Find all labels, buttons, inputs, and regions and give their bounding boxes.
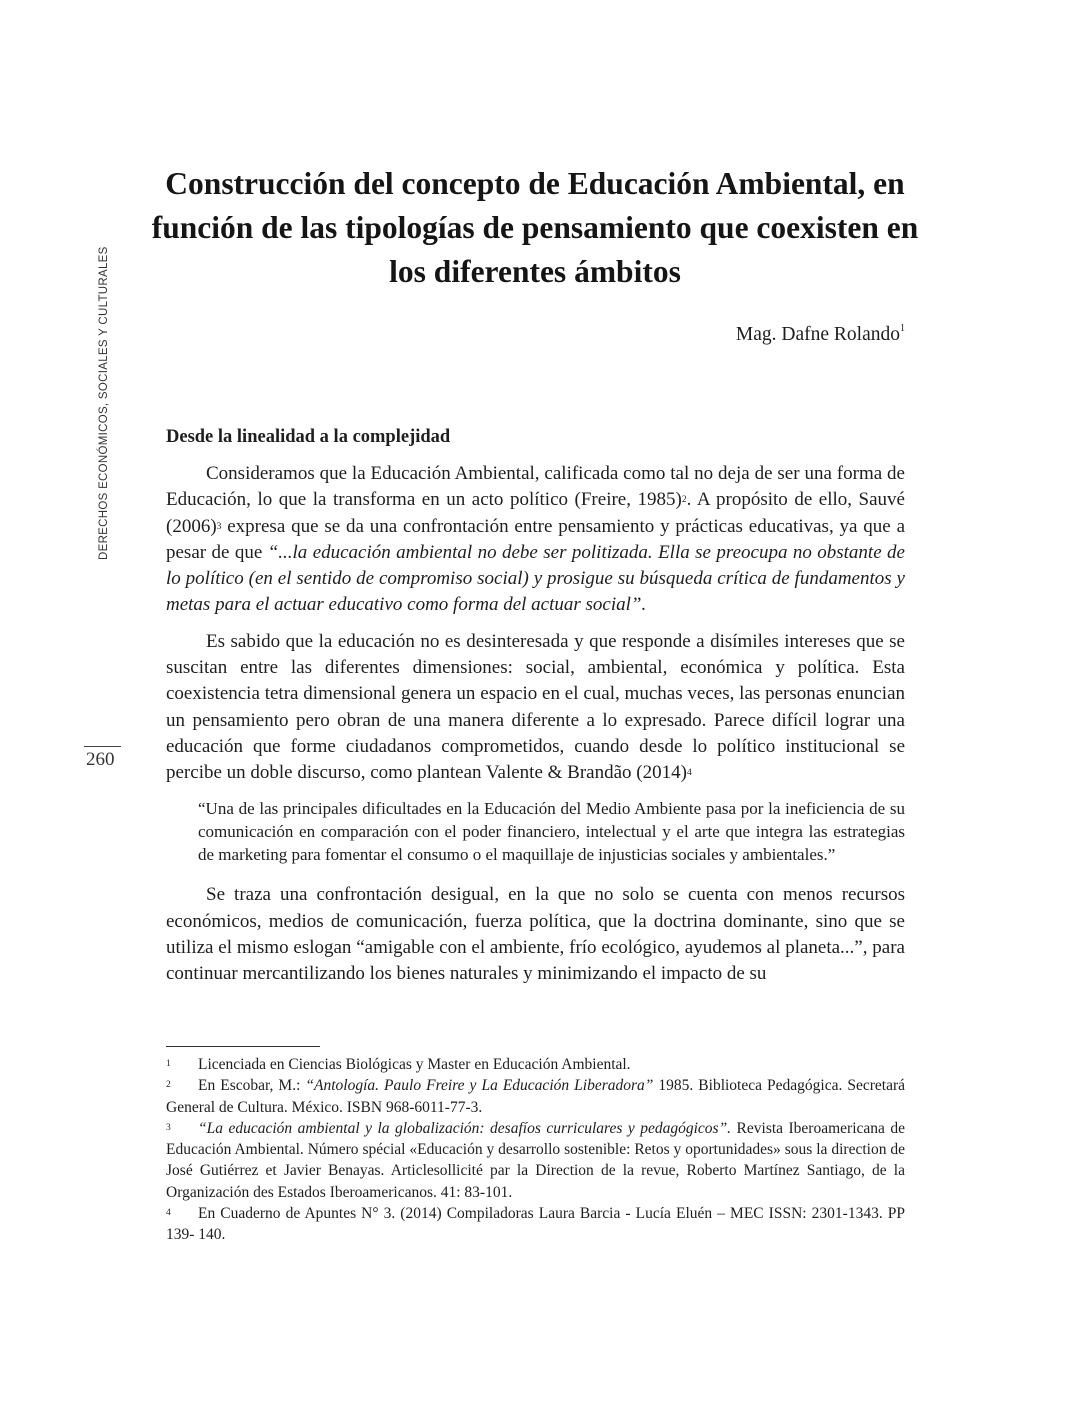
footnote-text: Licenciada en Ciencias Biológicas y Master en Educación Ambiental. <box>198 1056 631 1073</box>
paragraph-3: Se traza una confrontación desigual, en la que no solo se cuenta con menos recursos económicos, medios de comunicación, fuerza política, que la doctrina dominante, sino que se utiliza el mismo eslogan “amigable con el ambiente, frío ecológico, ayudemos al planeta...”, para continuar mercantilizando los bienes naturales y minimizando el impacto de su <box>166 884 905 985</box>
footnote-separator <box>166 1046 320 1047</box>
footnote-number: 2 <box>166 1080 171 1091</box>
footnote-text: En Cuaderno de Apuntes N° 3. (2014) Compiladoras Laura Barcia - Lucía Eluén – MEC ISSN: 2301-1343. PP 139- 140. <box>166 1205 905 1244</box>
section-heading: Desde la linealidad a la complejidad <box>166 427 451 447</box>
footnote-text: 1985. Biblioteca Pedagógica. Secretará General de Cultura. México. ISBN 968-6011-77-3. <box>166 1077 905 1116</box>
footnote-2 <box>166 1075 905 1118</box>
author-name: Mag. Dafne Rolando <box>735 324 900 345</box>
paragraph-1-text-a: Consideramos que la Educación Ambiental, calificada como tal no deja de ser una forma de Educación, lo que la transforma en un acto político (Freire, 1985) <box>166 463 905 511</box>
author-footnote-marker: 1 <box>900 323 905 334</box>
footnote-title: “La educación ambiental y la globalización: desafíos curriculares y pedagógicos”. <box>198 1119 732 1137</box>
page-number-rule <box>84 746 121 747</box>
paragraph-1-text-c: expresa que se da una confrontación entre pensamiento y prácticas educativas, ya que a pesar de que <box>166 515 905 563</box>
footnote-title: “Antología. Paulo Freire y La Educación Liberadora” <box>305 1077 654 1095</box>
footnote-marker-3: 3 <box>216 521 222 532</box>
block-quote: “Una de las principales dificultades en la Educación del Medio Ambiente pasa por la ineficiencia de su comunicación en comparación con el poder financiero, intelectual y el arte que integra las estrategias de marketing para fomentar el consumo o el maquillaje de injusticias sociales y ambientales.” <box>198 798 905 865</box>
footnote-number: 3 <box>166 1122 171 1133</box>
footnotes <box>166 1054 905 1246</box>
footnote-4 <box>166 1203 905 1246</box>
footnote-number: 4 <box>166 1208 171 1219</box>
article-title: Construcción del concepto de Educación Ambiental, en función de las tipologías de pensamiento que coexisten en los diferentes ámbitos <box>151 166 919 289</box>
page-number: 260 <box>86 749 115 770</box>
paragraph-2 <box>166 629 905 787</box>
footnote-text: Revista Iberoamericana de Educación Ambiental. Número spécial «Educación y desarrollo sostenible: Retos y oportunidades» sous la direction de José Gutiérrez et Javier Benayas. Articlesollicité par la Direction de la revue, Roberto Martínez Santiago, de la Organización des Estados Iberoamericanos. 41: 83-101. <box>166 1119 905 1201</box>
author-line <box>736 324 905 346</box>
paragraph-1-text-b: . A propósito de ello, Sauvé (2006) <box>166 489 905 537</box>
paragraph-1-quote: “...la educación ambiental no debe ser politizada. Ella se preocupa no obstante de lo político (en el sentido de compromiso social) y prosigue su búsqueda crítica de fundamentos y metas para el actuar educativo como forma del actuar social”. <box>166 541 905 616</box>
article-body <box>166 424 905 998</box>
paragraph-1 <box>166 461 905 619</box>
footnote-text: En Escobar, M.: <box>198 1077 306 1095</box>
footnote-3 <box>166 1118 905 1203</box>
footnote-number: 1 <box>166 1059 171 1069</box>
footnote-1 <box>166 1054 905 1075</box>
paragraph-2-text: Es sabido que la educación no es desinteresada y que responde a disímiles intereses que se suscitan entre las diferentes dimensiones: social, ambiental, económica y política. Esta coexistencia tetra dimensional genera un espacio en el cual, muchas veces, las personas enuncian un pensamiento pero obran de una manera diferente a lo expresado. Parece difícil lograr una educación que forme ciudadanos comprometidos, cuando desde lo político institucional se percibe un doble discurso, como plantean Valente & Brandão (2014) <box>166 630 905 784</box>
running-head: DERECHOS ECONÓMICOS, SOCIALES Y CULTURALES <box>98 246 110 560</box>
footnote-marker-2: 2 <box>681 495 687 506</box>
footnote-marker-4: 4 <box>686 768 692 779</box>
